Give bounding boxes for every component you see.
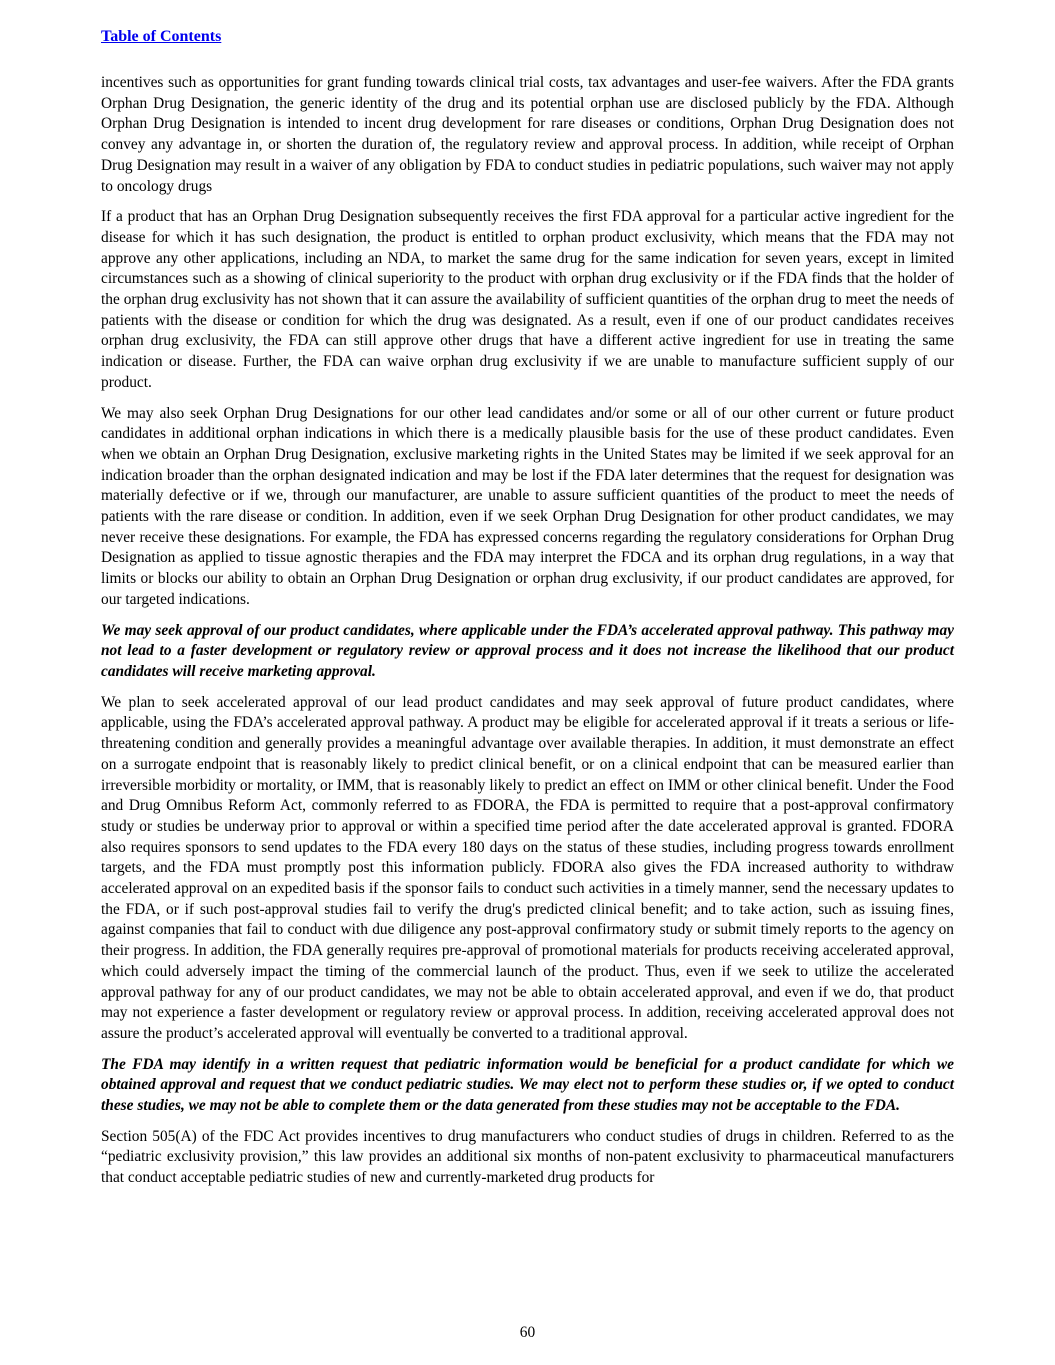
page-number: 60 <box>519 1324 536 1341</box>
paragraph-orphan-exclusivity: If a product that has an Orphan Drug Designation subsequently receives the first FDA approval for a particular active ingredient for the disease for which it has such designation, the product is entitled to orphan product exclusivity, which means that the FDA may not approve any other applications, including an NDA, to market the same drug for the same indication for seven years, except in limited circumstances such as a showing of clinical superiority to the product with orphan drug exclusivity or if the FDA finds that the holder of the orphan drug exclusivity has not shown that it can assure the availability of sufficient quantities of the orphan drug to meet the needs of patients with the disease or condition for which the drug was designated. As a result, even if one of our product candidates receives orphan drug exclusivity, the FDA can still approve other drugs that have a different active ingredient for use in treating the same indication or disease. Further, the FDA can waive orphan drug exclusivity if we are unable to manufacture sufficient supply of our product. <box>101 208 954 391</box>
risk-heading-pediatric-studies: The FDA may identify in a written request that pediatric information would be beneficial for a product candidate for which we obtained approval and request that we conduct pediatric studies. We may elect not to perform these studies or, if we opted to conduct these studies, we may not be able to complete them or the data generated from these studies may not be acceptable to the FDA. <box>101 1055 954 1115</box>
paragraph-orphan-incentives: incentives such as opportunities for grant funding towards clinical trial costs, tax advantages and user-fee waivers. After the FDA grants Orphan Drug Designation, the generic identity of the drug and its potential orphan use are disclosed publicly by the FDA. Although Orphan Drug Designation is intended to incent drug development for rare diseases or conditions, Orphan Drug Designation does not convey any advantage in, or shorten the duration of, the regulatory review and approval process. In addition, while receipt of Orphan Drug Designation may result in a waiver of any obligation by FDA to conduct studies in pediatric populations, such waiver may not apply to oncology drugs <box>101 74 954 195</box>
paragraph-orphan-designations: We may also seek Orphan Drug Designations for our other lead candidates and/or some or all of our other current or future product candidates in additional orphan indications in which there is a medically plausible basis for the use of these product candidates. Even when we obtain an Orphan Drug Designation, exclusive marketing rights in the United States may be limited if we seek approval for an indication broader than the orphan designated indication and may be lost if the FDA later determines that the request for designation was materially defective or if we, through our manufacturer, are unable to assure sufficient quantities of the product to meet the needs of patients with the rare disease or condition. In addition, even if we seek Orphan Drug Designation for other product candidates, we may never receive these designations. For example, the FDA has expressed concerns regarding the regulatory considerations for Orphan Drug Designation as applied to tissue agnostic therapies and the FDA may interpret the FDCA and its orphan drug regulations, in a way that limits or blocks our ability to obtain an Orphan Drug Designation or orphan drug exclusivity, if our product candidates are approved, for our targeted indications. <box>101 404 954 608</box>
paragraph-accelerated-approval: We plan to seek accelerated approval of our lead product candidates and may seek approval of future product candidates, where applicable, using the FDA’s accelerated approval pathway. A product may be eligible for accelerated approval if it treats a serious or life-threatening condition and generally provides a meaningful advantage over available therapies. In addition, it must demonstrate an effect on a surrogate endpoint that is reasonably likely to predict clinical benefit, or on a clinical endpoint that can be measured earlier than irreversible morbidity or mortality, or IMM, that is reasonably likely to predict an effect on IMM or other clinical benefit. Under the Food and Drug Omnibus Reform Act, commonly referred to as FDORA, the FDA is permitted to require that a post-approval confirmatory study or studies be underway prior to approval or within a specified time period after the date accelerated approval is granted. FDORA also requires sponsors to send updates to the FDA every 180 days on the status of these studies, including progress towards enrollment targets, and the FDA must promptly post this information publicly. FDORA also gives the FDA increased authority to withdraw accelerated approval on an expedited basis if the sponsor fails to conduct such activities in a timely manner, send the necessary updates to the FDA, or if such post-approval studies fail to verify the drug's predicted clinical benefit; and to take action, such as issuing fines, against companies that fail to conduct with due diligence any post-approval confirmatory study or submit timely reports to the agency on their progress. In addition, the FDA generally requires pre-approval of promotional materials for products receiving accelerated approval, which could adversely impact the timing of the commercial launch of the product. Thus, even if we seek to utilize the accelerated approval pathway for any of our product candidates, we may not be able to obtain accelerated approval, and even if we do, that product may not experience a faster development or regulatory review or approval process. In addition, receiving accelerated approval does not assure the product’s accelerated approval will eventually be converted to a traditional approval. <box>101 693 954 1042</box>
risk-heading-accelerated-approval: We may seek approval of our product candidates, where applicable under the FDA’s accelerated approval pathway. This pathway may not lead to a faster development or regulatory review or approval process and it does not increase the likelihood that our product candidates will receive marketing approval. <box>101 621 954 680</box>
page-body <box>101 73 954 1199</box>
table-of-contents-link[interactable]: Table of Contents <box>101 28 222 45</box>
paragraph-pediatric-exclusivity: Section 505(A) of the FDC Act provides incentives to drug manufacturers who conduct studies of drugs in children. Referred to as the “pediatric exclusivity provision,” this law provides an additional six months of non-patent exclusivity to pharmaceutical manufacturers that conduct acceptable pediatric studies of new and currently-marketed drug products for <box>101 1127 954 1187</box>
